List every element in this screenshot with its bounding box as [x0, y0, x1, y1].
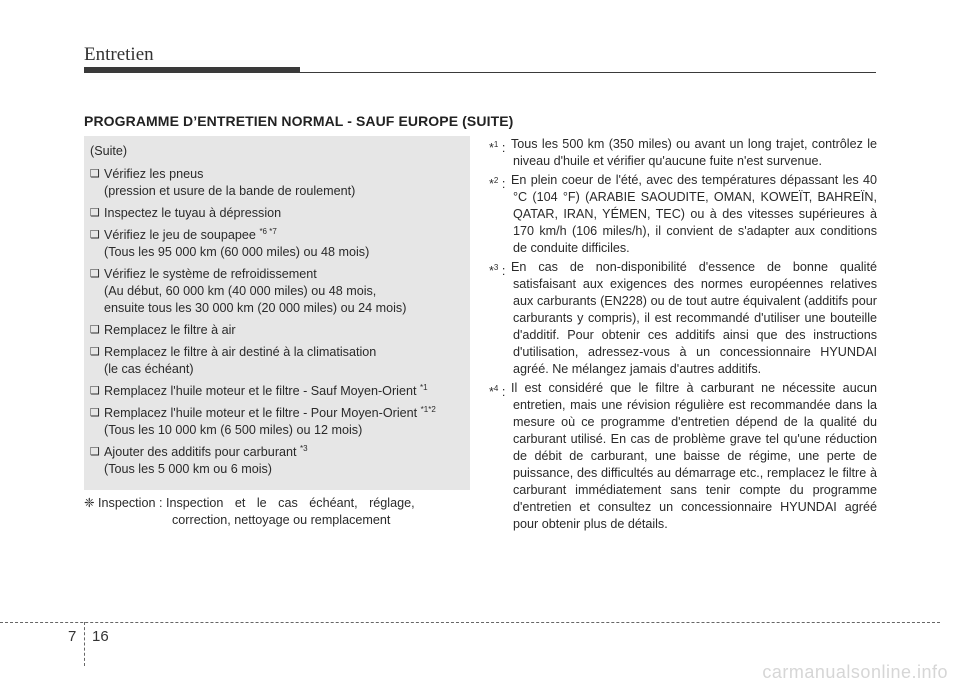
- checklist-item-text: Remplacez l'huile moteur et le filtre - Pour Moyen-Orient: [104, 406, 421, 420]
- checklist-item-label: [104, 405, 436, 422]
- inspection-legend-label: ❈ Inspection :: [84, 496, 166, 510]
- footer-dashed-rule: [0, 622, 940, 623]
- checklist-item-text: Remplacez le filtre à air: [104, 323, 236, 337]
- checklist-item-detail: (le cas échéant): [104, 362, 194, 376]
- checklist-item-label: [104, 205, 281, 222]
- page-header-title: Entretien: [84, 44, 154, 65]
- checklist-item: [90, 166, 464, 200]
- inspection-legend: [84, 495, 470, 529]
- footnote-mark: *$^2$ :: [489, 176, 506, 192]
- checkbox-icon: ❑: [90, 168, 100, 180]
- checklist-item: [90, 205, 464, 222]
- footnote-reference: *1: [419, 382, 428, 392]
- footnote: [489, 380, 877, 533]
- checklist-item-text: Vérifiez les pneus: [104, 167, 204, 181]
- inspection-legend-text-2: correction, nettoyage ou remplacement: [172, 513, 391, 527]
- footnote-reference: *3: [300, 443, 308, 453]
- checklist-item-label: [104, 344, 376, 361]
- checklist-item: [90, 227, 464, 261]
- checklist-item-label: [104, 166, 203, 183]
- inspection-legend-text-1: Inspection et le cas échéant, réglage,: [165, 496, 415, 510]
- footnote-reference: *6 *7: [259, 226, 277, 236]
- footer-dashed-divider: [84, 622, 85, 666]
- checklist-item: [90, 444, 464, 478]
- maintenance-checklist-box: [84, 136, 470, 490]
- checkbox-icon: ❑: [90, 324, 100, 336]
- checklist-item: [90, 266, 464, 317]
- footnote-mark: *$^1$ :: [489, 140, 506, 156]
- checklist-item-label: [104, 383, 428, 400]
- checkbox-icon: ❑: [90, 207, 100, 219]
- footnote: [489, 172, 877, 257]
- footnote-mark: *$^4$ :: [489, 384, 506, 400]
- section-title: PROGRAMME D’ENTRETIEN NORMAL - SAUF EUROPE (SUITE): [84, 113, 514, 129]
- footnote: [489, 136, 877, 170]
- checklist-item-detail: (Tous les 95 000 km (60 000 miles) ou 48 mois): [104, 245, 370, 259]
- footnote-text: En plein coeur de l'été, avec des températures dépassant les 40 °C (104 °F) (ARABIE SAOUDITE, OMAN, KOWEÏT, BAHREÏN, QATAR, IRAN, YÉMEN, TEC) ou à des vitesses supérieures à 170 km/h (106 miles/h), il convient de s'adapter aux conditions de conduite difficiles.: [511, 173, 877, 255]
- checklist-item-detail: (Tous les 5 000 km ou 6 mois): [104, 462, 272, 476]
- checkbox-icon: ❑: [90, 268, 100, 280]
- checklist-items: [90, 166, 464, 478]
- checklist-item-text: Remplacez l'huile moteur et le filtre - Sauf Moyen-Orient: [104, 384, 420, 398]
- checklist-item-label: [104, 322, 236, 339]
- checklist-item-detail: (pression et usure de la bande de roulement): [104, 184, 356, 198]
- footnote: [489, 259, 877, 378]
- checklist-item: [90, 405, 464, 439]
- checklist-item-text: Remplacez le filtre à air destiné à la climatisation: [104, 345, 377, 359]
- checkbox-icon: ❑: [90, 446, 100, 458]
- checklist-item-text: Ajouter des additifs pour carburant: [104, 445, 301, 459]
- checklist-continued-label: (Suite): [90, 144, 128, 158]
- checklist-item: [90, 383, 464, 400]
- footnote-text: Tous les 500 km (350 miles) ou avant un long trajet, contrôlez le niveau d'huile et vérifier qu'aucune fuite n'est survenue.: [511, 137, 877, 168]
- checklist-item-label: [104, 444, 308, 461]
- checklist-item-text: Vérifiez le jeu de soupapee: [104, 228, 260, 242]
- checklist-item: [90, 344, 464, 378]
- watermark: carmanualsonline.info: [762, 662, 948, 682]
- footnote-text: Il est considéré que le filtre à carburant ne nécessite aucun entretien, mais une révision régulière est recommandée dans la mesure où ce programme d'entretien dépend de la qualité du carburant utilisé. En cas de problème grave tel qu'une réduction de débit de carburant, une baisse de régime, une perte de puissance, des difficultés au démarrage etc., remplacez le filtre à carburant immédiatement sans tenir compte du programme d'entretien et consultez un concessionnaire HYUNDAI agréé pour obtenir plus de détails.: [511, 381, 877, 531]
- checkbox-icon: ❑: [90, 229, 100, 241]
- checklist-item: [90, 322, 464, 339]
- checklist-item-detail: (Au début, 60 000 km (40 000 miles) ou 48 mois,: [104, 284, 377, 298]
- footnotes-column: [489, 136, 877, 535]
- checklist-item-text: Vérifiez le système de refroidissement: [104, 267, 317, 281]
- checkbox-icon: ❑: [90, 346, 100, 358]
- checkbox-icon: ❑: [90, 385, 100, 397]
- checklist-item-detail: (Tous les 10 000 km (6 500 miles) ou 12 mois): [104, 423, 363, 437]
- footnote-mark: *$^3$ :: [489, 263, 506, 279]
- checkbox-icon: ❑: [90, 407, 100, 419]
- footnote-text: En cas de non-disponibilité d'essence de bonne qualité satisfaisant aux exigences des normes européennes relatives aux carburants (EN228) ou de tout autre équivalent (additifs pour carburants y compris), il est recommandé d'utiliser une bouteille d'additif. Pour obtenir ces additifs ainsi que des instructions d'utilisation, adressez-vous à un concessionnaire HYUNDAI agréé. Ne mélangez jamais d'autres additifs.: [511, 260, 877, 376]
- checklist-item-label: [104, 227, 277, 244]
- footnote-reference: *1*2: [420, 404, 436, 414]
- checklist-item-text: Inspectez le tuyau à dépression: [104, 206, 282, 220]
- checklist-item-label: [104, 266, 317, 283]
- header-rule: [84, 72, 876, 73]
- page-number: 16: [92, 628, 109, 645]
- chapter-number: 7: [68, 628, 77, 645]
- checklist-item-detail: ensuite tous les 30 000 km (20 000 miles) ou 24 mois): [104, 301, 407, 315]
